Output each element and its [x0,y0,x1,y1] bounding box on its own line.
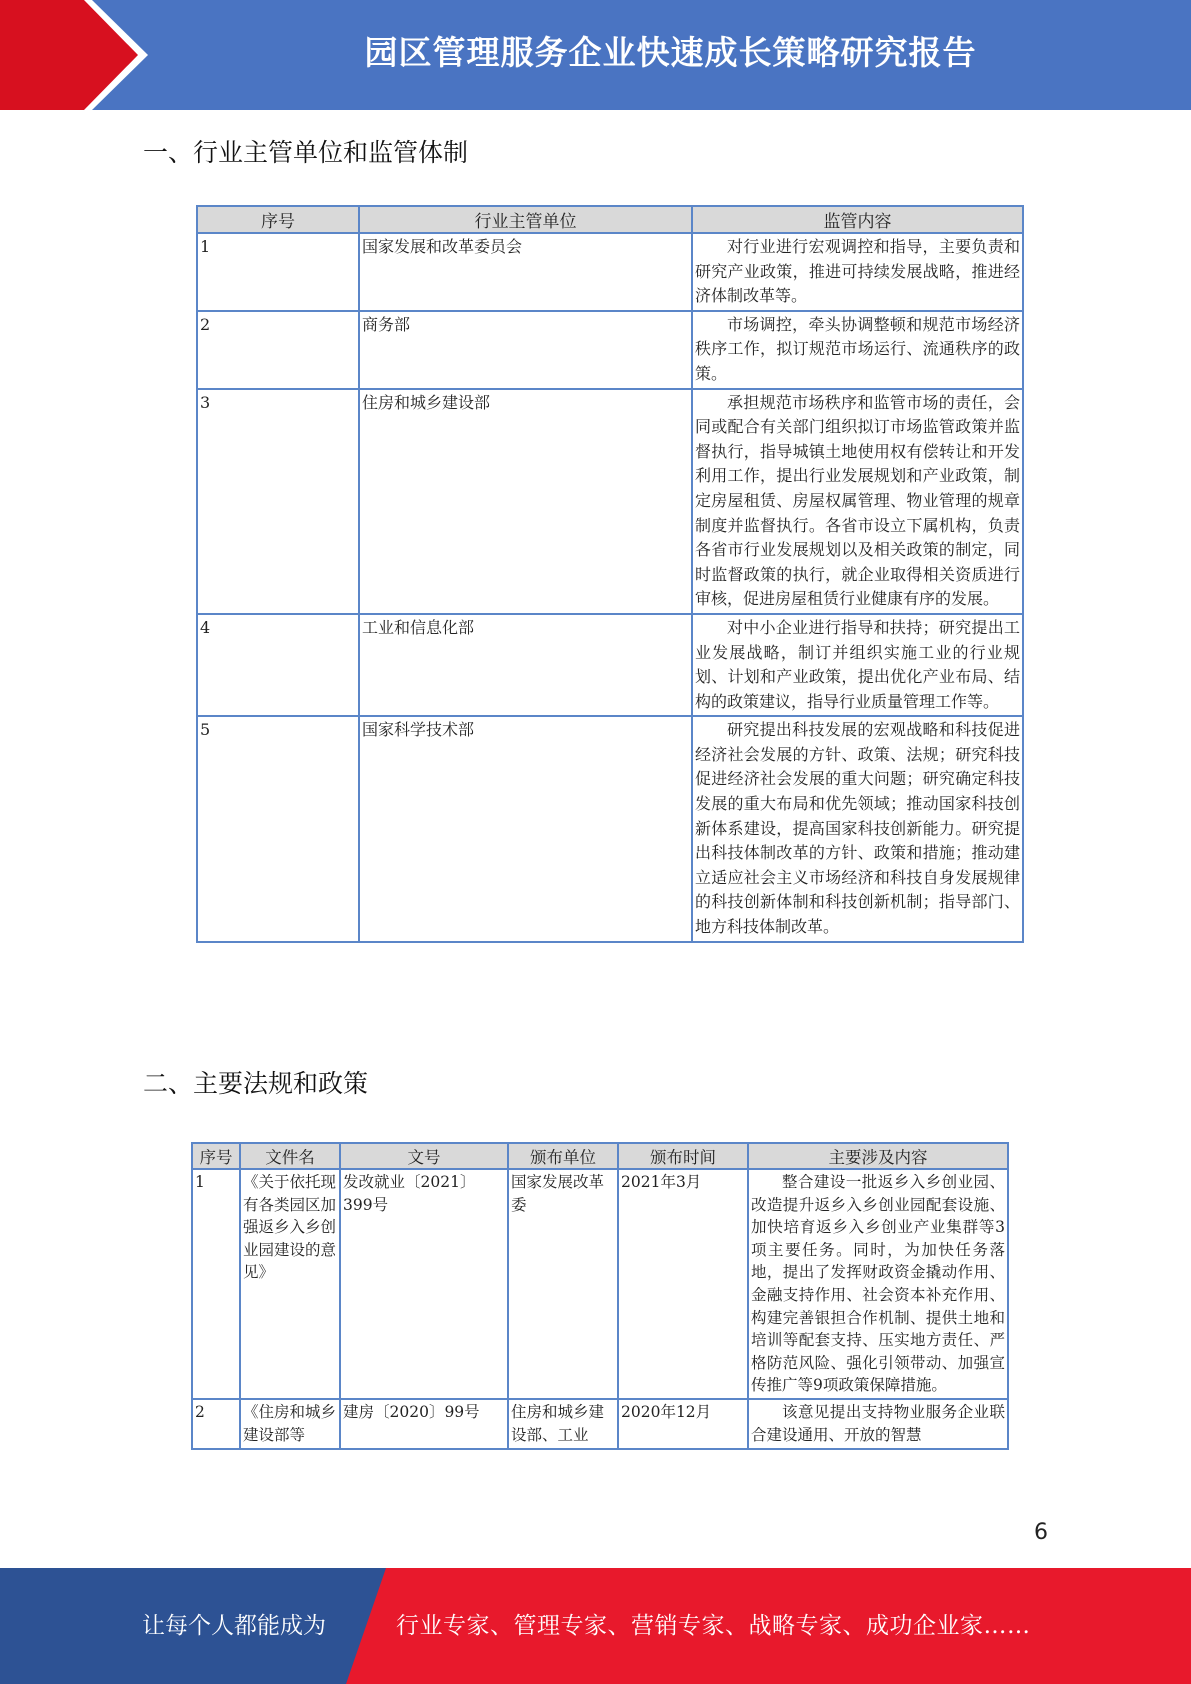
regulator-name: 商务部 [359,311,692,389]
column-header: 颁布时间 [618,1143,748,1169]
footer-banner [0,1568,1191,1684]
table-row [197,311,1023,389]
regulator-name: 工业和信息化部 [359,614,692,716]
table-row [192,1399,1008,1449]
issuing-unit: 国家发展改革委 [508,1169,618,1399]
regulator-table [196,205,1024,943]
report-title: 园区管理服务企业快速成长策略研究报告 [364,33,977,72]
header-banner [0,0,1191,110]
regulation-content: 市场调控，牵头协调整顿和规范市场经济秩序工作，拟订规范市场运行、流通秩序的政策。 [692,311,1023,389]
table-row [197,233,1023,311]
table-header-row [197,206,1023,233]
row-number: 2 [192,1399,240,1449]
issue-date: 2020年12月 [618,1399,748,1449]
row-number: 3 [197,389,359,614]
regulator-name: 国家科学技术部 [359,716,692,941]
column-header: 主要涉及内容 [748,1143,1008,1169]
footer-slogan-left: 让每个人都能成为 [142,1613,326,1639]
regulation-content: 对中小企业进行指导和扶持；研究提出工业发展战略，制订并组织实施工业的行业规划、计划和产业政策，提出优化产业布局、结构的政策建议，指导行业质量管理工作等。 [692,614,1023,716]
section-2-title: 二、主要法规和政策 [143,1069,369,1098]
row-number: 1 [197,233,359,311]
table-row [197,389,1023,614]
page-number: 6 [1034,1520,1048,1545]
policy-table [191,1142,1009,1450]
policy-content: 该意见提出支持物业服务企业联合建设通用、开放的智慧 [748,1399,1008,1449]
document-name: 《关于依托现有各类园区加强返乡入乡创业园建设的意见》 [240,1169,340,1399]
column-header: 序号 [192,1143,240,1169]
row-number: 2 [197,311,359,389]
document-number: 建房〔2020〕99号 [340,1399,508,1449]
table-row [192,1169,1008,1399]
column-header: 序号 [197,206,359,233]
column-header: 文件名 [240,1143,340,1169]
column-header: 行业主管单位 [359,206,692,233]
row-number: 5 [197,716,359,941]
row-number: 4 [197,614,359,716]
table-row [197,716,1023,941]
regulation-content: 承担规范市场秩序和监管市场的责任，会同或配合有关部门组织拟订市场监管政策并监督执行，指导城镇土地使用权有偿转让和开发利用工作，提出行业发展规划和产业政策，制定房屋租赁、房屋权属管理、物业管理的规章制度并监督执行。各省市设立下属机构，负责各省市行业发展规划以及相关政策的制定，同时监督政策的执行，就企业取得相关资质进行审核，促进房屋租赁行业健康有序的发展。 [692,389,1023,614]
section-1-title: 一、行业主管单位和监管体制 [143,138,469,167]
document-name: 《住房和城乡建设部等 [240,1399,340,1449]
table-header-row [192,1143,1008,1169]
footer-slogan-right: 行业专家、管理专家、营销专家、战略专家、成功企业家…… [396,1613,1031,1639]
column-header: 文号 [340,1143,508,1169]
regulation-content: 研究提出科技发展的宏观战略和科技促进经济社会发展的方针、政策、法规；研究科技促进经济社会发展的重大问题；研究确定科技发展的重大布局和优先领域；推动国家科技创新体系建设，提高国家科技创新能力。研究提出科技体制改革的方针、政策和措施；推动建立适应社会主义市场经济和科技自身发展规律的科技创新体制和科技创新机制；指导部门、地方科技体制改革。 [692,716,1023,941]
column-header: 监管内容 [692,206,1023,233]
document-number: 发改就业〔2021〕399号 [340,1169,508,1399]
regulator-name: 住房和城乡建设部 [359,389,692,614]
table-row [197,614,1023,716]
column-header: 颁布单位 [508,1143,618,1169]
issue-date: 2021年3月 [618,1169,748,1399]
regulator-name: 国家发展和改革委员会 [359,233,692,311]
policy-content: 整合建设一批返乡入乡创业园、改造提升返乡入乡创业园配套设施、加快培育返乡入乡创业产业集群等3项主要任务。同时，为加快任务落地，提出了发挥财政资金撬动作用、金融支持作用、社会资本补充作用、构建完善银担合作机制、提供土地和培训等配套支持、压实地方责任、严格防范风险、强化引领带动、加强宣传推广等9项政策保障措施。 [748,1169,1008,1399]
regulation-content: 对行业进行宏观调控和指导，主要负责和研究产业政策，推进可持续发展战略，推进经济体制改革等。 [692,233,1023,311]
row-number: 1 [192,1169,240,1399]
issuing-unit: 住房和城乡建设部、工业 [508,1399,618,1449]
